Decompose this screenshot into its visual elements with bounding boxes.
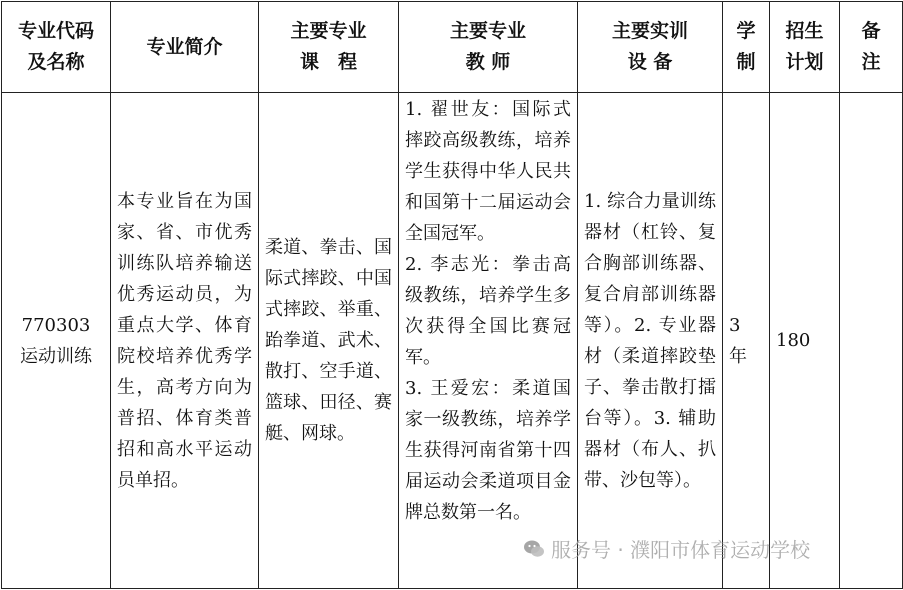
cell-teachers: [399, 93, 578, 589]
cell-major: 770303 运动训练: [2, 93, 111, 589]
header-plan: 招生 计划: [770, 2, 840, 93]
watermark: [523, 534, 810, 563]
header-remark: 备 注: [840, 2, 903, 93]
wechat-icon: [523, 538, 545, 560]
header-row: [2, 2, 903, 93]
header-equipment: 主要实训 设 备: [578, 2, 723, 93]
teacher-item: 2. 李志光：拳击高级教练，培养学生多次获得全国比赛冠军。: [405, 254, 571, 368]
teacher-item: 1. 翟世友：国际式摔跤高级教练，培养学生获得中华人民共和国第十二届运动会全国冠军。: [405, 99, 571, 244]
cell-intro: 本专业旨在为国家、省、市优秀训练队培养输送优秀运动员，为重点大学、体育院校培养优秀学生，高考方向为普招、体育类普招和高水平运动员单招。: [111, 93, 259, 589]
cell-plan: 180: [770, 93, 840, 589]
cell-duration: 3 年: [723, 93, 770, 589]
header-major: 专业代码 及名称: [2, 2, 111, 93]
header-courses: 主要专业 课 程: [259, 2, 399, 93]
header-intro: 专业简介: [111, 2, 259, 93]
watermark-text: 服务号 · 濮阳市体育运动学校: [551, 538, 811, 562]
cell-courses: 柔道、拳击、国际式摔跤、中国式摔跤、举重、跆拳道、武术、散打、空手道、篮球、田径、赛艇、网球。: [259, 93, 399, 589]
cell-remark: [840, 93, 903, 589]
table-row: [2, 93, 903, 589]
cell-equipment: 1. 综合力量训练器材（杠铃、复合胸部训练器、复合肩部训练器等）。2. 专业器材（柔道摔跤垫子、拳击散打擂台等）。3. 辅助器材（布人、扒带、沙包等）。: [578, 93, 723, 589]
header-duration: 学 制: [723, 2, 770, 93]
teacher-item: 3. 王爱宏：柔道国家一级教练，培养学生获得河南省第十四届运动会柔道项目金牌总数第一名。: [405, 378, 571, 523]
enrollment-table: [1, 1, 903, 589]
header-teachers: 主要专业 教 师: [399, 2, 578, 93]
